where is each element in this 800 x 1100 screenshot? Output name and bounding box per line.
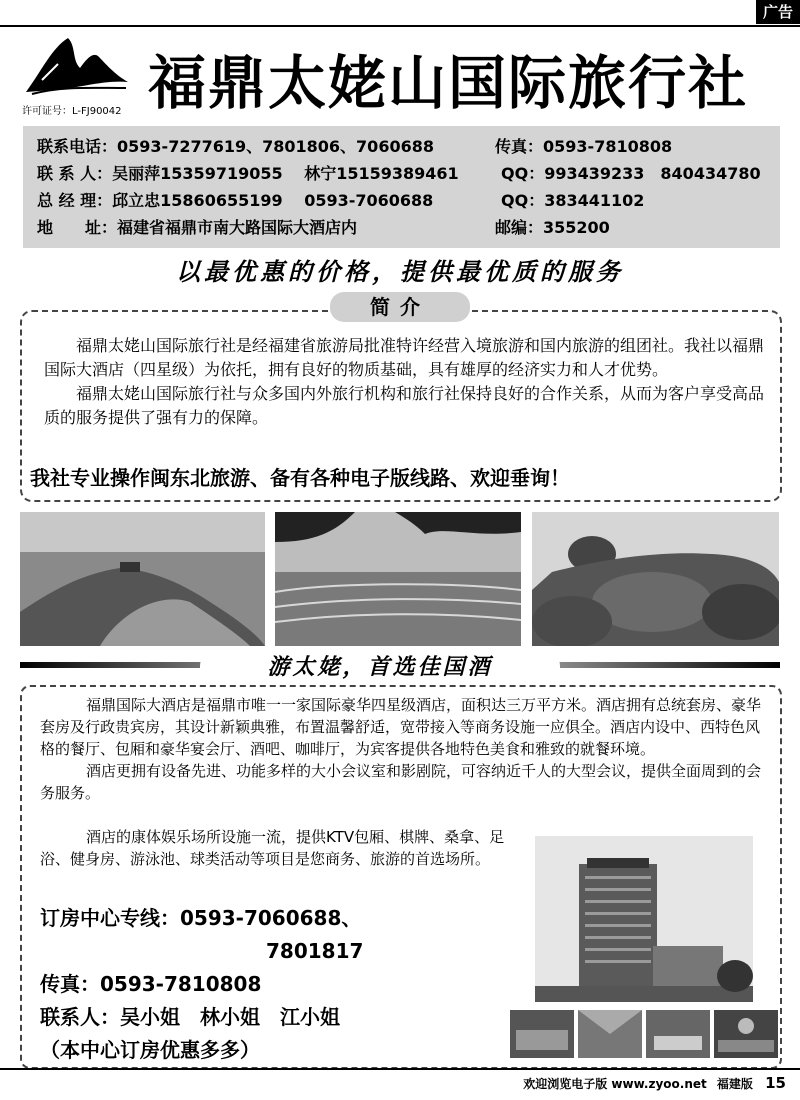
booking-info (40, 902, 510, 1067)
qq-row (501, 161, 761, 187)
hotel-building-photo (535, 836, 753, 1002)
booking-label: 订房中心专线： (40, 906, 180, 930)
terraced-fields-photo (275, 512, 521, 646)
zip-row (495, 215, 610, 241)
qq2-label: QQ： (501, 191, 545, 210)
contacts-label: 联 系 人： (37, 164, 113, 183)
hotel-thumb-1 (510, 1010, 574, 1058)
booking-fax-line (40, 968, 510, 1001)
fax-number: 0593-7810808 (543, 137, 673, 156)
footer-link[interactable]: 欢迎浏览电子版 www.zyoo.net (523, 1077, 707, 1091)
slogan: 以最优惠的价格，提供最优质的服务 (176, 257, 624, 286)
fax-label: 传真： (495, 137, 544, 156)
booking-contacts-line (40, 1001, 510, 1034)
hotel-paragraph-1: 福鼎国际大酒店是福鼎市唯一一家国际豪华四星级酒店，面积达三万平方米。酒店拥有总统套房、豪华套房及行政贵宾房，其设计新颖典雅，布置温馨舒适，宽带接入等商务设施一应俱全。酒店内设中、西特色风格的餐厅、包厢和豪华宴会厅、酒吧、咖啡厅，为宾客提供各地特色美食和雅致的就餐环境。 (40, 696, 762, 758)
address-value: 福建省福鼎市南大路国际大酒店内 (117, 218, 358, 237)
phone-row (37, 134, 434, 160)
footer-divider (0, 1068, 800, 1070)
edition-badge: 福建版 (716, 1077, 753, 1091)
manager-value: 邱立忠15860655199 0593-7060688 (112, 191, 434, 210)
fax-row (495, 134, 672, 160)
intro-paragraph-1: 福鼎太姥山国际旅行社是经福建省旅游局批准特许经营入境旅游和国内旅游的组团社。我社以福鼎国际大酒店（四星级）为依托，拥有良好的物质基础，具有雄厚的经济实力和人才优势。 (44, 336, 765, 379)
footer (523, 1074, 786, 1092)
hotel-text (40, 694, 770, 804)
booking-contacts: 吴小姐 林小姐 江小姐 (120, 1005, 340, 1029)
address-row (37, 215, 357, 241)
boulder-summit-photo (532, 512, 779, 646)
zip-label: 邮编： (495, 218, 544, 237)
contacts-value: 吴丽萍15359719055 林宁15159389461 (112, 164, 459, 183)
hotel-thumb-3 (646, 1010, 710, 1058)
ad-tag: 广告 (756, 0, 800, 24)
mountain-logo-icon (22, 30, 132, 100)
booking-discount: （本中心订房优惠多多） (40, 1038, 260, 1062)
phone-numbers: 0593-7277619、7801806、7060688 (117, 137, 434, 156)
booking-contacts-label: 联系人： (40, 1005, 120, 1029)
intro-heading: 简介 (330, 292, 470, 322)
manager-label: 总 经 理： (37, 191, 113, 210)
contact-panel (23, 126, 780, 248)
hotel-paragraph-2: 酒店更拥有设备先进、功能多样的大小会议室和影剧院，可容纳近千人的大型会议，提供全面周到的会务服务。 (40, 762, 762, 802)
coastal-rock-photo (20, 512, 265, 646)
zip-value: 355200 (543, 218, 610, 237)
top-divider (0, 25, 800, 27)
booking-fax-label: 传真： (40, 972, 100, 996)
phone-label: 联系电话： (37, 137, 118, 156)
qq2-row (501, 188, 644, 214)
booking-phone-2: 7801817 (266, 939, 364, 963)
agency-title: 福鼎太姥山国际旅行社 (148, 49, 749, 117)
qq-value: 993439233 840434780 (544, 164, 761, 183)
hotel-heading: 游太姥，首选佳国酒 (200, 650, 560, 684)
manager-row (37, 188, 433, 214)
intro-highlight: 我社专业操作闽东北旅游、备有各种电子版线路、欢迎垂询！ (30, 466, 570, 490)
hotel-paragraph-3: 酒店的康体娱乐场所设施一流，提供KTV包厢、棋牌、桑拿、足浴、健身房、游泳池、球类活动等项目是您商务、旅游的首选场所。 (40, 828, 505, 868)
booking-fax: 0593-7810808 (100, 972, 262, 996)
hotel-thumb-4 (714, 1010, 778, 1058)
page-number: 15 (765, 1074, 786, 1092)
license-number: 许可证号：L-FJ90042 (22, 106, 122, 117)
intro-text (44, 334, 769, 430)
booking-line (40, 902, 510, 935)
booking-phone-1: 0593-7060688、 (180, 906, 362, 930)
intro-paragraph-2: 福鼎太姥山国际旅行社与众多国内外旅行机构和旅行社保持良好的合作关系，从而为客户享受高品质的服务提供了强有力的保障。 (44, 384, 765, 427)
contacts-row (37, 161, 459, 187)
address-label: 地 址： (37, 218, 118, 237)
hotel-thumb-2 (578, 1010, 642, 1058)
qq-label: QQ： (501, 164, 545, 183)
hotel-text-3 (40, 826, 520, 870)
qq2-value: 383441102 (544, 191, 645, 210)
